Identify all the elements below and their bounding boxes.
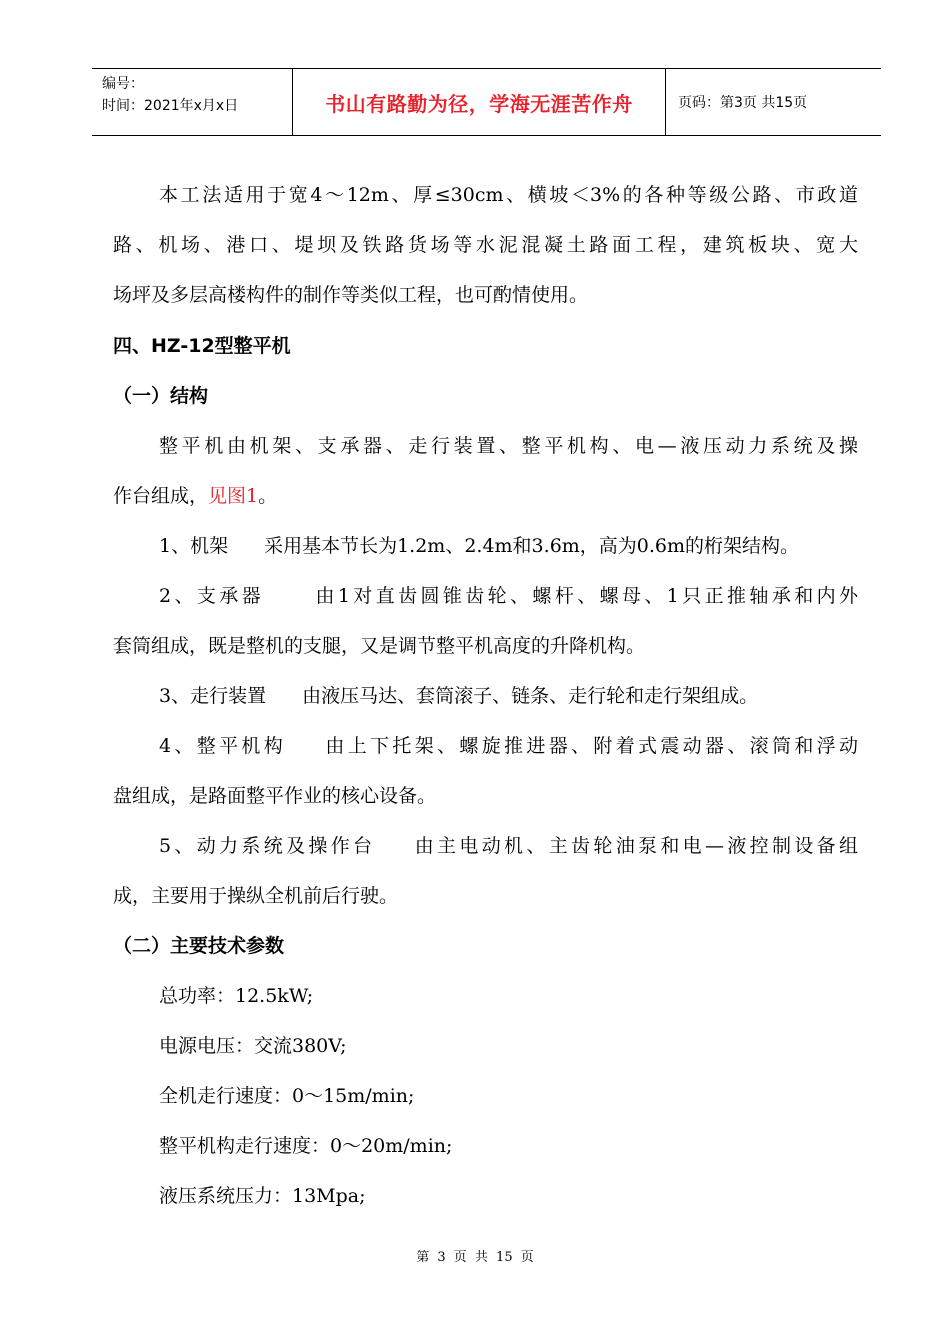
section-heading: 四、HZ-12型整平机 <box>113 335 291 357</box>
paragraph-text: 。 <box>258 485 278 507</box>
subsection-heading: （一）结构 <box>113 385 209 407</box>
item-label: 3、走行装置 <box>159 685 267 707</box>
item-label: 1、机架 <box>159 535 229 557</box>
list-item <box>113 581 858 608</box>
item-text: 采用基本节长为1.2m、2.4m和3.6m，高为0.6m的桁架结构。 <box>264 535 800 557</box>
paragraph-line: 整平机由机架、支承器、走行装置、整平机构、电—液压动力系统及操 <box>159 435 858 457</box>
paragraph-line: 套筒组成，既是整机的支腿，又是调节整平机高度的升降机构。 <box>113 635 646 657</box>
list-item <box>113 531 799 558</box>
list-item <box>113 731 858 758</box>
item-text: 由主电动机、主齿轮油泵和电—液控制设备组 <box>411 835 858 857</box>
time-label: 时间：2021年x月x日 <box>102 98 239 114</box>
item-label: 2、支承器 <box>159 585 265 607</box>
paragraph-line: 场坪及多层高楼构件的制作等类似工程，也可酌情使用。 <box>113 284 589 306</box>
paragraph-text: 作台组成， <box>113 485 209 507</box>
paragraph-line: 盘组成，是路面整平作业的核心设备。 <box>113 785 437 807</box>
param-line: 整平机构走行速度：0～20m/min; <box>159 1135 453 1157</box>
page-header <box>92 68 881 136</box>
paragraph-line: 成，主要用于操纵全机前后行驶。 <box>113 885 399 907</box>
paragraph-line: 本工法适用于宽4～12m、厚≤30cm、横坡＜3%的各种等级公路、市政道 <box>159 184 858 206</box>
header-meta <box>92 69 293 135</box>
page-footer: 第 3 页 共 15 页 <box>416 1250 534 1265</box>
param-line: 全机走行速度：0～15m/min; <box>159 1085 415 1107</box>
header-page-label: 页码：第3页 共15页 <box>678 95 808 111</box>
param-line: 总功率：12.5kW; <box>159 985 314 1007</box>
param-line: 电源电压：交流380V; <box>159 1035 347 1057</box>
subsection-heading: （二）主要技术参数 <box>113 935 285 957</box>
item-label: 5、动力系统及操作台 <box>159 835 376 857</box>
item-text: 由液压马达、套筒滚子、链条、走行轮和走行架组成。 <box>302 685 759 707</box>
list-item <box>113 831 858 858</box>
paragraph-line: 路、机场、港口、堤坝及铁路货场等水泥混凝土路面工程，建筑板块、宽大 <box>113 234 858 256</box>
item-label: 4、整平机构 <box>159 735 287 757</box>
serial-label: 编号： <box>102 76 144 92</box>
item-text: 由1对直齿圆锥齿轮、螺杆、螺母、1只正推轴承和内外 <box>312 585 858 607</box>
list-item <box>113 681 758 708</box>
item-text: 由上下托架、螺旋推进器、附着式震动器、滚筒和浮动 <box>322 735 858 757</box>
header-motto: 书山有路勤为径，学海无涯苦作舟 <box>293 69 666 135</box>
param-line: 液压系统压力：13Mpa; <box>159 1185 366 1207</box>
figure-reference-link[interactable]: 见图1 <box>208 485 259 507</box>
paragraph-line <box>113 481 277 508</box>
